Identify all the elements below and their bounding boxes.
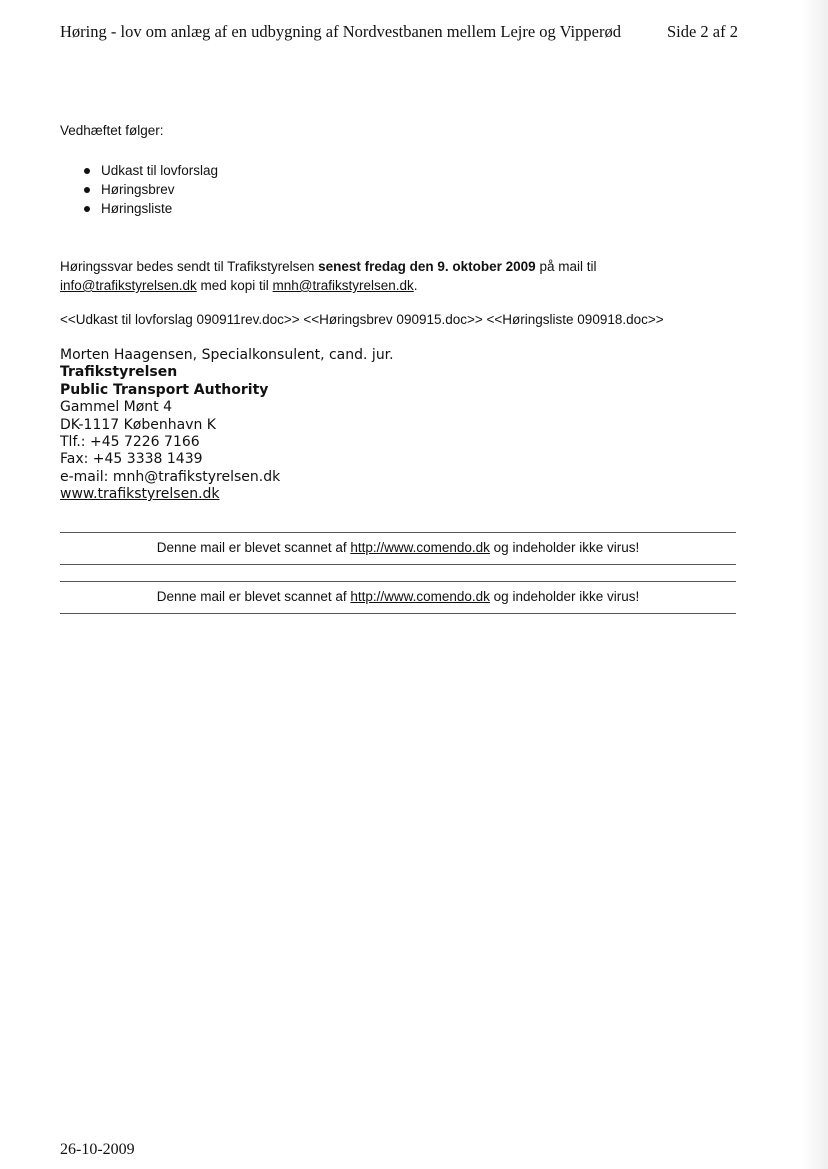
- page-header: [60, 22, 738, 42]
- signature-block: [60, 347, 394, 504]
- request-text: Høringssvar bedes sendt til Trafikstyrelsen: [60, 259, 319, 274]
- signature-fax: Fax: +45 3338 1439: [60, 451, 203, 468]
- footer-date: 26-10-2009: [60, 1141, 135, 1158]
- signature-email: e-mail: mnh@trafikstyrelsen.dk: [60, 468, 281, 485]
- email-link-info[interactable]: info@trafikstyrelsen.dk: [60, 278, 197, 293]
- signature-website-link[interactable]: www.trafikstyrelsen.dk: [60, 486, 220, 503]
- attachments-list: [60, 161, 218, 218]
- signature-name: Morten Haagensen, Specialkonsulent, cand. jur.: [60, 347, 394, 363]
- comendo-link[interactable]: http://www.comendo.dk: [350, 540, 490, 555]
- request-text: på mail til: [535, 259, 597, 274]
- email-link-mnh[interactable]: mnh@trafikstyrelsen.dk: [272, 278, 414, 293]
- signature-street: Gammel Mønt 4: [60, 399, 173, 416]
- list-item: [60, 180, 218, 199]
- deadline-text: senest fredag den 9. oktober 2009: [318, 259, 536, 274]
- virus-scan-notice: [60, 532, 736, 565]
- header-title: Høring - lov om anlæg af en udbygning af Nordvestbanen mellem Lejre og Vipperød: [60, 22, 621, 41]
- bullet-icon: [84, 206, 90, 212]
- request-text: .: [413, 278, 418, 293]
- attachments-intro: Vedhæftet følger:: [60, 123, 164, 138]
- virus-scan-notice: [60, 581, 736, 614]
- attachment-label: Høringsliste: [101, 201, 173, 216]
- signature-city: DK-1117 København K: [60, 416, 216, 433]
- request-text: med kopi til: [196, 278, 273, 293]
- attachment-label: Høringsbrev: [101, 182, 175, 197]
- attached-documents-line: <<Udkast til lovforslag 090911rev.doc>> <<Høringsbrev 090915.doc>> <<Høringsliste 090918.doc>>: [60, 312, 664, 327]
- scan-notice-text: Denne mail er blevet scannet af: [156, 589, 351, 604]
- request-line-1: [60, 257, 596, 276]
- bullet-icon: [84, 168, 90, 174]
- comendo-link[interactable]: http://www.comendo.dk: [350, 589, 490, 604]
- scan-notice-text: Denne mail er blevet scannet af: [156, 540, 351, 555]
- response-request: [60, 257, 596, 295]
- attachment-label: Udkast til lovforslag: [101, 163, 219, 178]
- bullet-icon: [84, 187, 90, 193]
- request-line-2: [60, 276, 596, 295]
- list-item: [60, 199, 218, 218]
- scan-notice-text: og indeholder ikke virus!: [489, 589, 640, 604]
- signature-phone: Tlf.: +45 7226 7166: [60, 434, 200, 451]
- signature-organisation-english: Public Transport Authority: [60, 381, 269, 398]
- scan-edge-shadow: [802, 0, 828, 1169]
- page-number: Side 2 af 2: [666, 22, 738, 41]
- signature-organisation: Trafikstyrelsen: [60, 364, 178, 381]
- list-item: [60, 161, 218, 180]
- scan-notice-text: og indeholder ikke virus!: [489, 540, 640, 555]
